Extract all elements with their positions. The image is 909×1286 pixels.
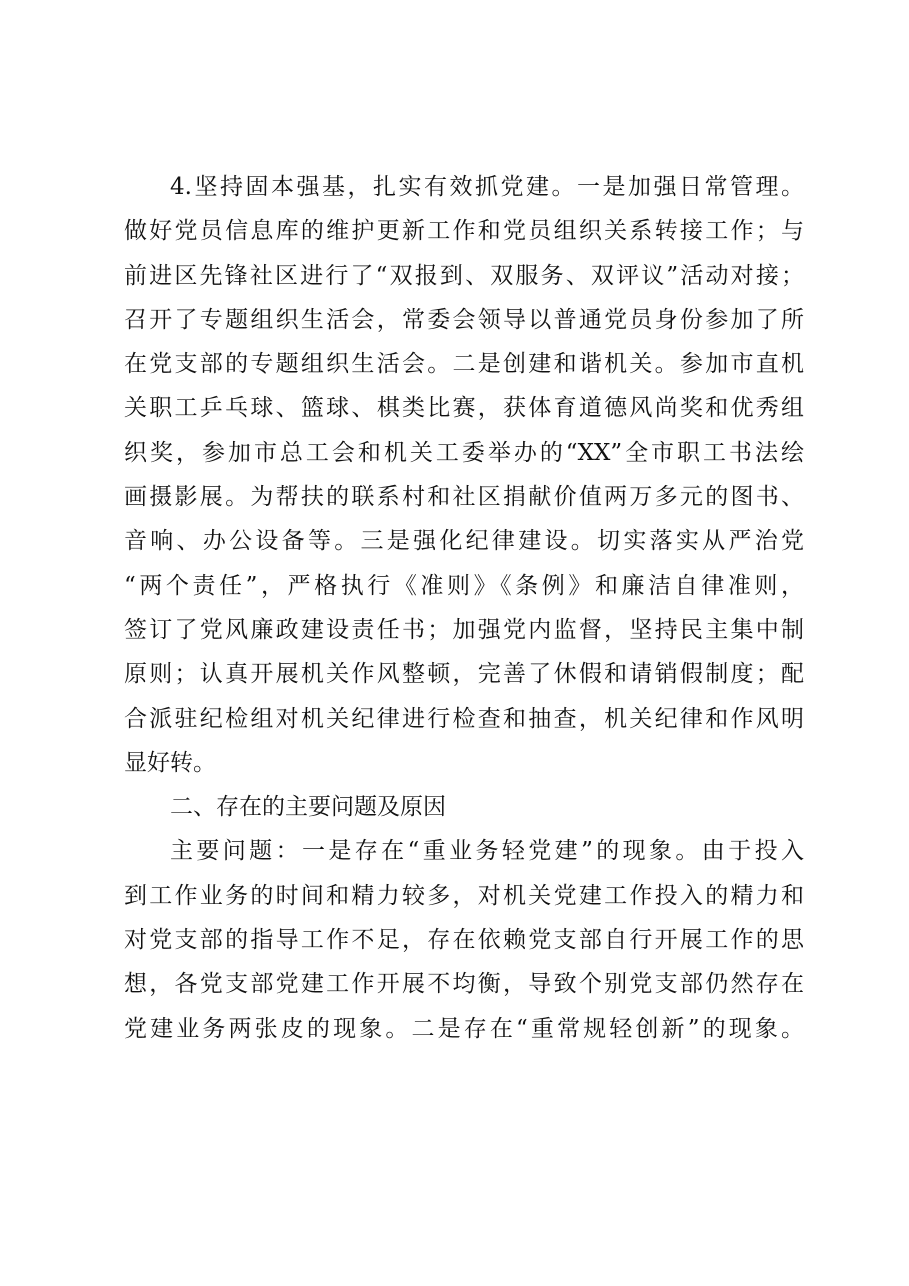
paragraph-line: 4.坚持固本强基，扎实有效抓党建。一是加强日常管理。 xyxy=(170,174,804,200)
paragraph-line: 画摄影展。为帮扶的联系村和社区捐献价值两万多元的图书、 xyxy=(124,484,804,511)
paragraph-line: 党建业务两张皮的现象。二是存在“重常规轻创新”的现象。 xyxy=(124,1015,804,1042)
paragraph-line: 织奖，参加市总工会和机关工委举办的“XX”全市职工书法绘 xyxy=(124,439,804,466)
paragraph-line: 想，各党支部党建工作开展不均衡，导致个别党支部仍然存在 xyxy=(124,971,804,998)
paragraph-line: 显好转。 xyxy=(124,749,216,776)
paragraph-line: 前进区先锋社区进行了“双报到、双服务、双评议”活动对接； xyxy=(124,262,804,289)
paragraph-line: 对党支部的指导工作不足，存在依赖党支部自行开展工作的思 xyxy=(124,927,804,954)
paragraph-line: 主要问题：一是存在“重业务轻党建”的现象。由于投入 xyxy=(170,838,804,865)
section-heading: 二、存在的主要问题及原因 xyxy=(170,794,446,821)
paragraph-line: 在党支部的专题组织生活会。二是创建和谐机关。参加市直机 xyxy=(124,351,804,378)
document-body xyxy=(124,165,804,1051)
paragraph-line: 合派驻纪检组对机关纪律进行检查和抽查，机关纪律和作风明 xyxy=(124,705,804,732)
paragraph-line: 签订了党风廉政建设责任书；加强党内监督，坚持民主集中制 xyxy=(124,616,804,643)
paragraph-line: 做好党员信息库的维护更新工作和党员组织关系转接工作；与 xyxy=(124,218,804,245)
paragraph-line: 关职工乒乓球、篮球、棋类比赛，获体育道德风尚奖和优秀组 xyxy=(124,395,804,422)
paragraph-line: “两个责任”，严格执行《准则》《条例》和廉洁自律准则， xyxy=(124,572,804,599)
paragraph-line: 到工作业务的时间和精力较多，对机关党建工作投入的精力和 xyxy=(124,882,804,909)
paragraph-line: 召开了专题组织生活会，常委会领导以普通党员身份参加了所 xyxy=(124,306,804,333)
paragraph-line: 原则；认真开展机关作风整顿，完善了休假和请销假制度；配 xyxy=(124,661,804,688)
paragraph-line: 音响、办公设备等。三是强化纪律建设。切实落实从严治党 xyxy=(124,528,804,555)
